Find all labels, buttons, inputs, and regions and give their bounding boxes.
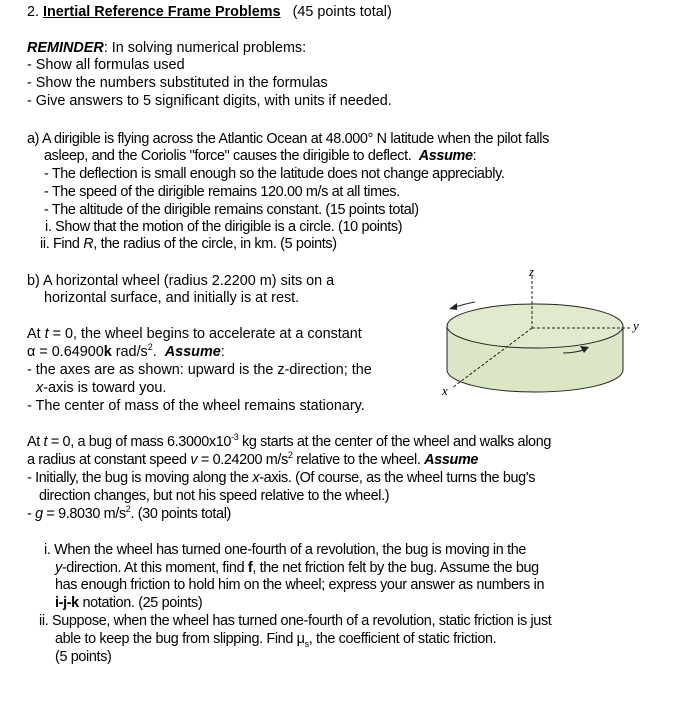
- bug-initial: [27, 470, 535, 487]
- problem-number: 2.: [27, 4, 40, 20]
- text: At: [27, 326, 45, 342]
- q-text: ii. Find: [40, 236, 84, 252]
- q-text: , the radius of the circle, in km. (5 points): [93, 236, 337, 252]
- exponent: 2: [147, 342, 153, 353]
- reminder-item: - Show the numbers substituted in the formulas: [27, 75, 328, 91]
- question-i: i. When the wheel has turned one-fourth of a revolution, the bug is moving in the: [44, 542, 527, 558]
- text: = 0, the wheel begins to accelerate at a constant: [48, 326, 362, 342]
- part-b-accel: [27, 326, 362, 343]
- subscript: s: [304, 638, 309, 649]
- colon: :: [220, 344, 225, 360]
- text: -: [27, 506, 36, 522]
- part-a-assumption: - The deflection is small enough so the latitude does not change appreciably.: [44, 166, 505, 182]
- part-a-intro-cont: [44, 148, 476, 165]
- var-f: f: [247, 560, 253, 576]
- problem-header: [27, 4, 392, 21]
- bug-initial-cont: direction changes, but not his speed relative to the wheel.): [39, 488, 390, 504]
- part-a-assumption: - The altitude of the dirigible remains constant. (15 points total): [44, 202, 419, 218]
- exponent: 2: [287, 450, 293, 461]
- question-i-cont: has enough friction to hold him on the wheel; express your answer as numbers in: [55, 577, 545, 593]
- text: -axis. (Of course, as the wheel turns the bug's: [259, 470, 536, 486]
- part-b-intro: b) A horizontal wheel (radius 2.2200 m) sits on a: [27, 273, 335, 289]
- question-ii-points: (5 points): [55, 649, 112, 665]
- text: kg starts at the center of the wheel and walks along: [238, 434, 551, 450]
- axis-x-label: x: [442, 383, 448, 398]
- var-x: x: [252, 470, 260, 486]
- text: -axis is toward you.: [43, 380, 167, 396]
- gravity-line: [27, 506, 231, 523]
- question-ii: ii. Suppose, when the wheel has turned one-fourth of a revolution, static friction is just: [39, 613, 552, 629]
- reminder-item: - Show all formulas used: [27, 57, 185, 73]
- reminder-intro: : In solving numerical problems:: [103, 40, 307, 56]
- reminder-label: REMINDER: [27, 40, 104, 56]
- problem-title: Inertial Reference Frame Problems: [43, 4, 281, 20]
- var-y: y: [55, 560, 62, 576]
- question-i-cont: [55, 595, 202, 612]
- exponent: -3: [231, 432, 239, 443]
- text: At: [27, 434, 44, 450]
- bug-speed: [27, 452, 478, 469]
- text: .: [152, 344, 161, 360]
- wheel-svg: [420, 262, 680, 412]
- text: rad/s: [111, 344, 148, 360]
- text: relative to the wheel.: [292, 452, 425, 468]
- reminder-heading: [27, 40, 306, 57]
- problem-points: (45 points total): [292, 4, 392, 20]
- var-g: g: [35, 506, 43, 522]
- part-b-axes-cont: [36, 380, 166, 397]
- var-t: t: [43, 434, 48, 450]
- axis-y-label: y: [633, 318, 639, 333]
- colon: :: [472, 148, 477, 164]
- reminder-item: - Give answers to 5 significant digits, with units if needed.: [27, 93, 392, 109]
- part-a-intro: a) A dirigible is flying across the Atlantic Ocean at 48.000° N latitude when the pilot falls: [27, 131, 549, 147]
- wheel-diagram: [420, 262, 680, 412]
- text: = 9.8030 m/s: [42, 506, 126, 522]
- part-a-question-ii: [40, 236, 337, 253]
- part-b-alpha: [27, 344, 225, 361]
- assume-label: Assume: [164, 344, 221, 360]
- text: . (30 points total): [130, 506, 231, 522]
- part-b-axes: - the axes are as shown: upward is the z-direction; the: [27, 362, 372, 378]
- text: , the net friction felt by the bug. Assume the bug: [252, 560, 539, 576]
- part-a-assumption: - The speed of the dirigible remains 120.00 m/s at all times.: [44, 184, 400, 200]
- question-ii-cont: [55, 631, 496, 648]
- var-t: t: [44, 326, 49, 342]
- unit-k: k: [103, 344, 112, 360]
- text: α = 0.64900: [27, 344, 104, 360]
- text: notation. (25 points): [78, 595, 203, 611]
- text: -direction. At this moment, find: [61, 560, 248, 576]
- part-a-text: asleep, and the Coriolis "force" causes the dirigible to deflect.: [44, 148, 412, 164]
- var-r: R: [83, 236, 94, 252]
- var-v: v: [190, 452, 198, 468]
- question-i-cont: [55, 560, 539, 577]
- text: able to keep the bug from slipping. Find μ: [55, 631, 305, 647]
- text: - Initially, the bug is moving along the: [27, 470, 253, 486]
- bug-intro: [27, 434, 551, 451]
- part-b-intro-cont: horizontal surface, and initially is at rest.: [44, 290, 300, 306]
- assume-label: Assume: [418, 148, 473, 164]
- part-a-question-i: i. Show that the motion of the dirigible is a circle. (10 points): [45, 219, 403, 235]
- assume-label: Assume: [424, 452, 479, 468]
- text: a radius at constant speed: [27, 452, 191, 468]
- var-x: x: [36, 380, 44, 396]
- axis-z-label: z: [529, 264, 535, 279]
- text: = 0, a bug of mass 6.3000x10: [47, 434, 232, 450]
- exponent: 2: [125, 504, 131, 515]
- text: = 0.24200 m/s: [197, 452, 288, 468]
- ijk-notation: i-j-k: [55, 595, 79, 611]
- text: , the coefficient of static friction.: [308, 631, 497, 647]
- part-b-com: - The center of mass of the wheel remains stationary.: [27, 398, 365, 414]
